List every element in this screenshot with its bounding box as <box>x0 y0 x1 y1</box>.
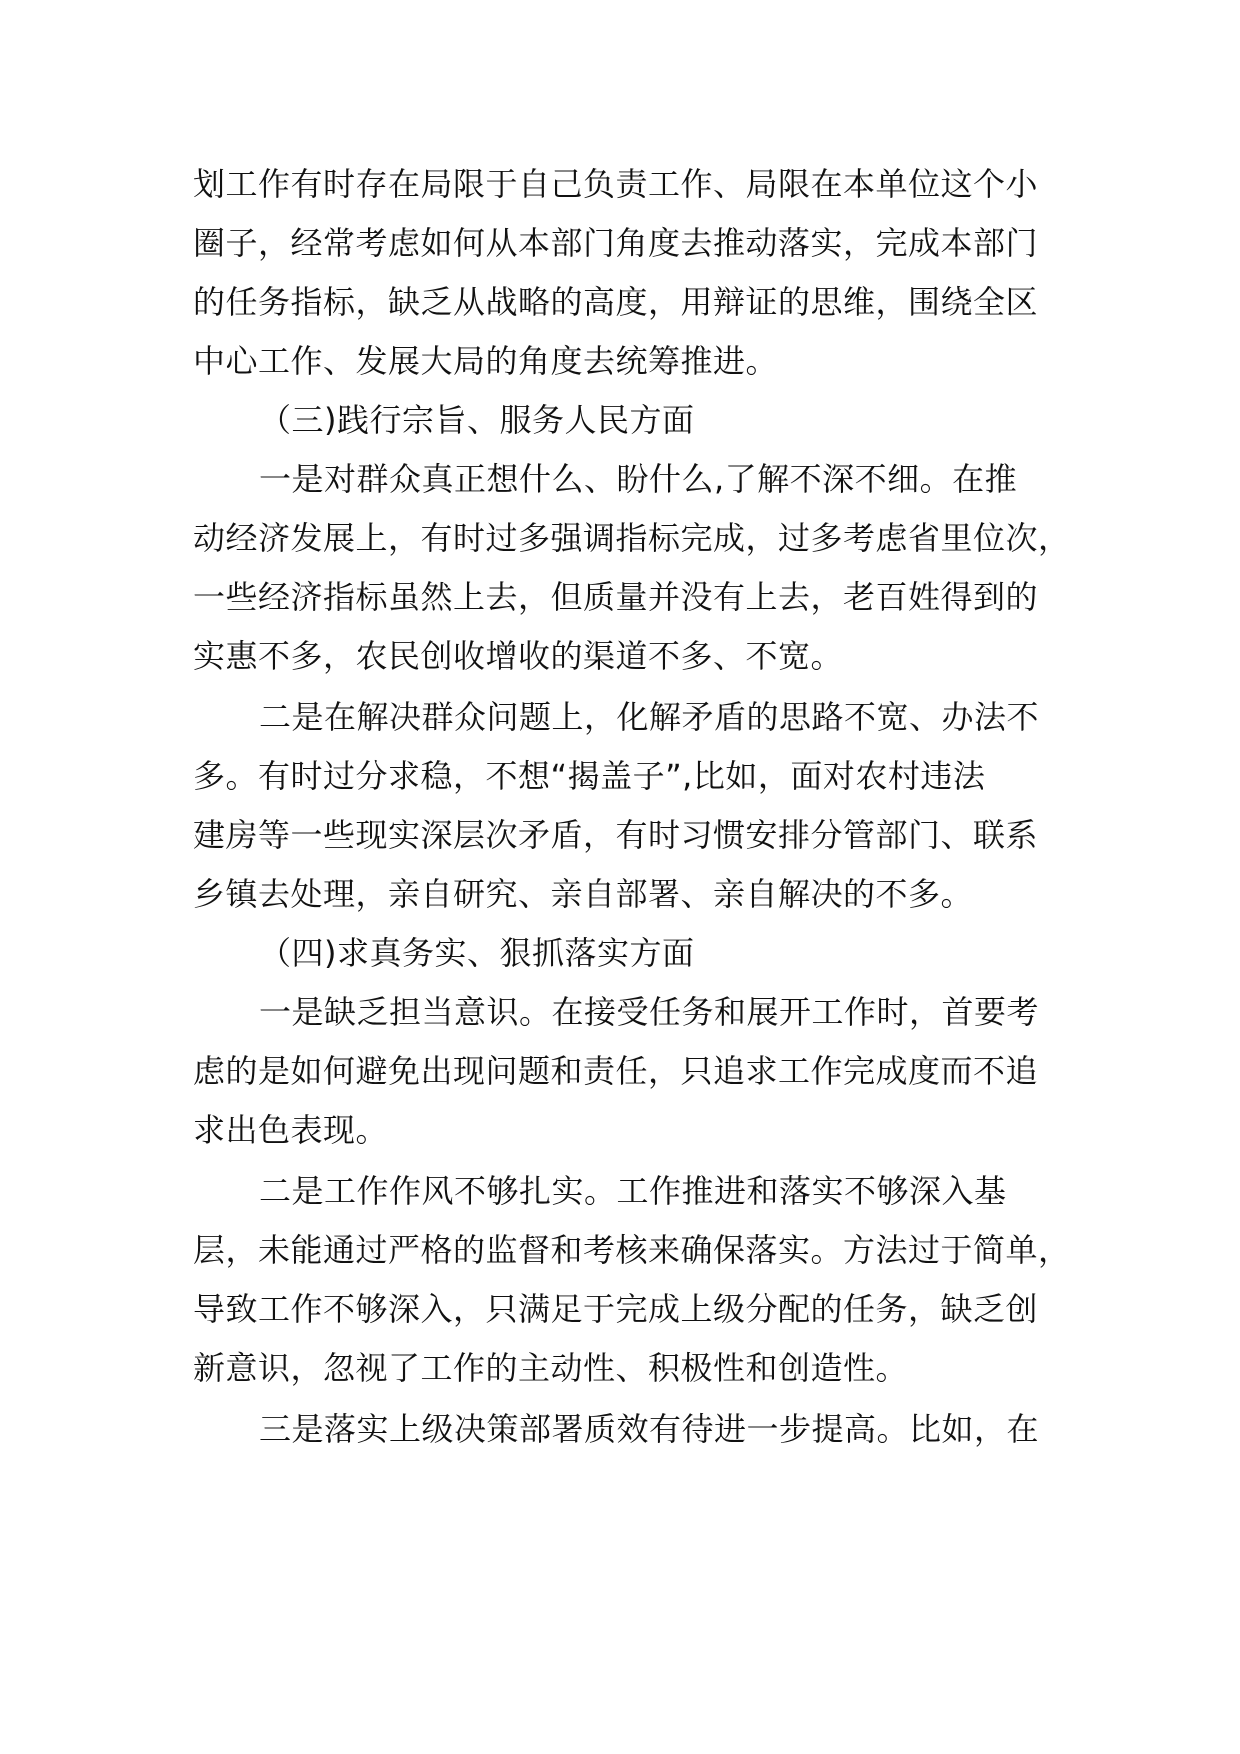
heading-line: （三)践行宗旨、服务人民方面 <box>259 401 695 439</box>
text-line: 一些经济指标虽然上去，但质量并没有上去，老百姓得到的 <box>193 578 1039 616</box>
paragraph <box>193 1162 1071 1398</box>
text-line: 的任务指标，缺乏从战略的高度，用辩证的思维，围绕全区 <box>193 283 1039 321</box>
text-line: 实惠不多，农民创收增收的渠道不多、不宽。 <box>193 637 844 675</box>
text-line: 一是对群众真正想什么、盼什么,了解不深不细。在推 <box>259 460 1018 498</box>
text-line: 一是缺乏担当意识。在接受任务和展开工作时，首要考 <box>259 993 1040 1031</box>
text-line: 多。有时过分求稳，不想“揭盖子”,比如，面对农村违法 <box>193 757 986 795</box>
section-heading-4 <box>193 924 1053 983</box>
text-line: 二是工作作风不够扎实。工作推进和落实不够深入基 <box>259 1172 1007 1210</box>
text-line: 二是在解决群众问题上，化解矛盾的思路不宽、办法不 <box>259 698 1040 736</box>
text-line: 虑的是如何避免出现问题和责任，只追求工作完成度而不追 <box>193 1052 1039 1090</box>
paragraph <box>193 450 1071 686</box>
text-line: 划工作有时存在局限于自己负责工作、局限在本单位这个小 <box>193 165 1039 203</box>
section-heading-3 <box>193 391 1053 450</box>
text-line: 求出色表现。 <box>193 1111 389 1149</box>
text-line: 乡镇去处理，亲自研究、亲自部署、亲自解决的不多。 <box>193 875 974 913</box>
text-line: 新意识，忽视了工作的主动性、积极性和创造性。 <box>193 1349 909 1387</box>
heading-line: （四)求真务实、狠抓落实方面 <box>259 934 695 972</box>
paragraph <box>193 688 1053 924</box>
text-line: 建房等一些现实深层次矛盾，有时习惯安排分管部门、联系 <box>193 816 1039 854</box>
text-line: 三是落实上级决策部署质效有待进一步提高。比如，在 <box>259 1410 1040 1448</box>
paragraph <box>193 1400 1053 1459</box>
paragraph <box>193 983 1053 1160</box>
text-line: 动经济发展上，有时过多强调指标完成，过多考虑省里位次， <box>193 519 1071 557</box>
text-line: 圈子，经常考虑如何从本部门角度去推动落实，完成本部门 <box>193 224 1039 262</box>
paragraph-continued <box>193 155 1053 391</box>
text-line: 层，未能通过严格的监督和考核来确保落实。方法过于简单， <box>193 1231 1071 1269</box>
text-line: 中心工作、发展大局的角度去统筹推进。 <box>193 342 779 380</box>
document-page <box>193 155 1071 1459</box>
text-line: 导致工作不够深入，只满足于完成上级分配的任务，缺乏创 <box>193 1290 1039 1328</box>
